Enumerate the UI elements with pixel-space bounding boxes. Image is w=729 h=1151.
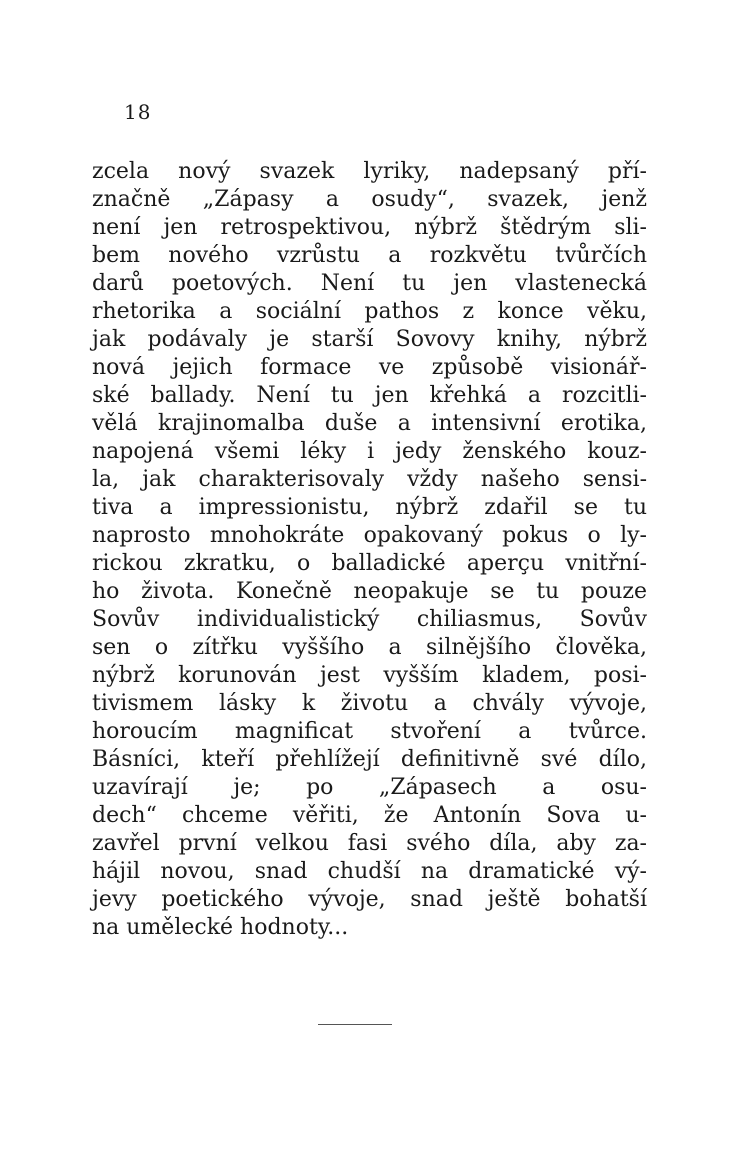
text-line: uzavírají je; po „Zápasech a osu- [92,775,647,800]
text-line: vělá krajinomalba duše a intensivní erotika, [92,411,647,436]
text-line: sen o zítřku vyššího a silnějšího člověka, [92,635,647,660]
text-line: jevy poetického vývoje, snad ještě bohatší [92,887,647,912]
text-line: Básníci, kteří přehlížejí definitivně své dílo, [92,747,647,772]
text-line: naprosto mnohokráte opakovaný pokus o ly- [92,523,647,548]
text-line: Sovův individualistický chiliasmus, Sovův [92,607,647,632]
text-line: tiva a impressionistu, nýbrž zdařil se tu [92,495,647,520]
text-line: tivismem lásky k životu a chvály vývoje, [92,691,647,716]
text-line: rhetorika a sociální pathos z konce věku, [92,299,647,324]
text-line: horoucím magnificat stvoření a tvůrce. [92,719,647,744]
text-line: zcela nový svazek lyriky, nadepsaný pří- [92,159,647,184]
end-separator-rule [318,1024,392,1025]
text-line: ho života. Konečně neopakuje se tu pouze [92,579,647,604]
text-line: ské ballady. Není tu jen křehká a rozcitli- [92,383,647,408]
text-line: napojená všemi léky i jedy ženského kouz- [92,439,647,464]
text-line: darů poetových. Není tu jen vlastenecká [92,271,647,296]
text-line: rickou zkratku, o balladické aperçu vnitřní- [92,551,647,576]
text-line: nýbrž korunován jest vyšším kladem, posi- [92,663,647,688]
text-line: zavřel první velkou fasi svého díla, aby za- [92,831,647,856]
body-text [92,158,647,942]
text-line: hájil novou, snad chudší na dramatické vý- [92,859,647,884]
text-line: na umělecké hodnoty... [92,915,349,940]
text-line: značně „Zápasy a osudy“, svazek, jenž [92,187,647,212]
text-line: jak podávaly je starší Sovovy knihy, nýbrž [92,327,647,352]
text-line: není jen retrospektivou, nýbrž štědrým sli- [92,215,647,240]
text-line: la, jak charakterisovaly vždy našeho sensi- [92,467,647,492]
text-line: bem nového vzrůstu a rozkvětu tvůrčích [92,243,647,268]
text-line: dech“ chceme věřiti, že Antonín Sova u- [92,803,647,828]
text-line: nová jejich formace ve způsobě visionář- [92,355,647,380]
page-number: 18 [124,100,152,124]
